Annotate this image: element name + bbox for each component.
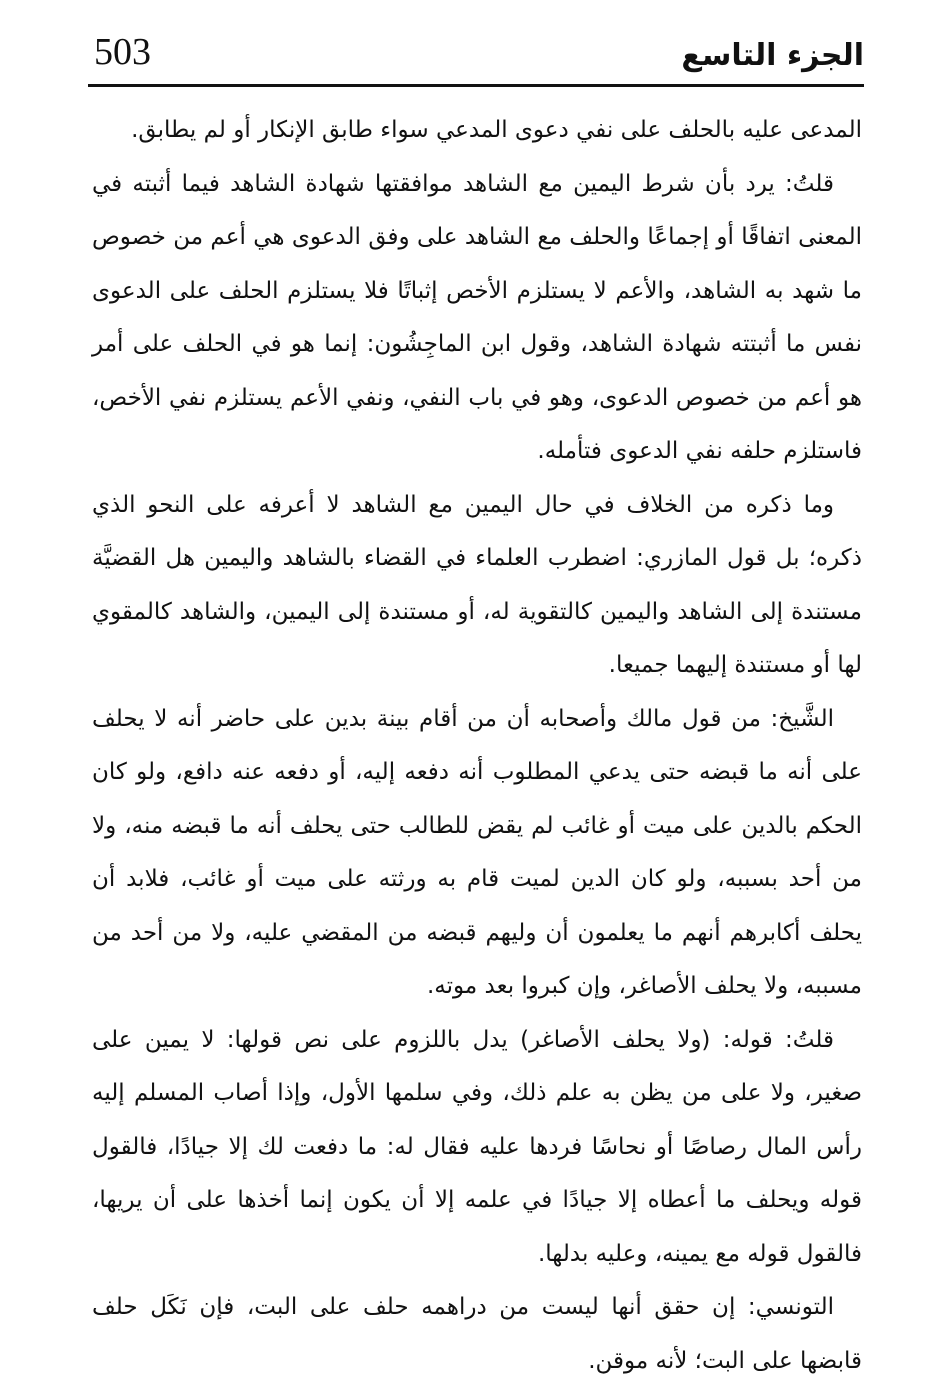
paragraph-shaykh: الشَّيخ: من قول مالك وأصحابه أن من أقام بينة بدين على حاضر أنه لا يحلف على أنه ما قبضه حتى يدعي المطلوب أنه دفعه إليه، أو دفعه عنه دافع، ولو كان الحكم بالدين على ميت أو غائب لم يقض للطالب حتى يحلف أنه ما قبضه منه، ولا من أحد بسببه، ولو كان الدين لميت قام به ورثته على ميت أو غائب، فلابد أن يحلف أكابرهم أنهم ما يعلمون أن وليهم قبضه من المقضي عليه، ولا من أحد من مسببه، ولا يحلف الأصاغر، وإن كبروا بعد موته. — [92, 705, 862, 999]
running-title: الجزء التاسع — [681, 38, 864, 73]
page-number: 503 — [94, 31, 151, 73]
paragraph-tunisi: التونسي: إن حقق أنها ليست من دراهمه حلف على البت، فإن نَكَل حلف قابضها على البت؛ لأنه موقن. — [92, 1294, 862, 1374]
paragraph-qultu-2: قلتُ: قوله: (ولا يحلف الأصاغر) يدل باللزوم على نص قولها: لا يمين على صغير، ولا على من يظن به علم ذلك، وفي سلمها الأول، وإذا أصاب المسلم إليه رأس المال رصاصًا أو نحاسًا فردها عليه فقال له: ما دفعت لك إلا جيادًا، فالقول قوله ويحلف ما أعطاه إلا جيادًا في علمه إلا أن يكون إنما أخذها على أن يريها، فالقول قوله مع يمينه، وعليه بدلها. — [92, 1026, 862, 1267]
page-body — [92, 104, 862, 1388]
paragraph-continuation: المدعى عليه بالحلف على نفي دعوى المدعي سواء طابق الإنكار أو لم يطابق. — [131, 117, 862, 143]
page-header — [88, 22, 864, 87]
paragraph-khilaf: وما ذكره من الخلاف في حال اليمين مع الشاهد لا أعرفه على النحو الذي ذكره؛ بل قول المازري: اضطرب العلماء في القضاء بالشاهد واليمين هل القضيَّة مستندة إلى الشاهد واليمين كالتقوية له، أو مستندة إلى اليمين، والشاهد كالمقوي لها أو مستندة إليهما جميعا. — [92, 491, 862, 678]
paragraph-qultu-1: قلتُ: يرد بأن شرط اليمين مع الشاهد موافقتها شهادة الشاهد فيما أثبته في المعنى اتفاقًا أو إجماعًا والحلف مع الشاهد على وفق الدعوى هي أعم من خصوص ما شهد به الشاهد، والأعم لا يستلزم الأخص إثباتًا فلا يستلزم الحلف على الدعوى نفس ما أثبتته شهادة الشاهد، وقول ابن الماجِشُون: إنما هو في الحلف على أمر هو أعم من خصوص الدعوى، وهو في باب النفي، ونفي الأعم يستلزم نفي الأخص، فاستلزم حلفه نفي الدعوى فتأمله. — [92, 170, 862, 464]
